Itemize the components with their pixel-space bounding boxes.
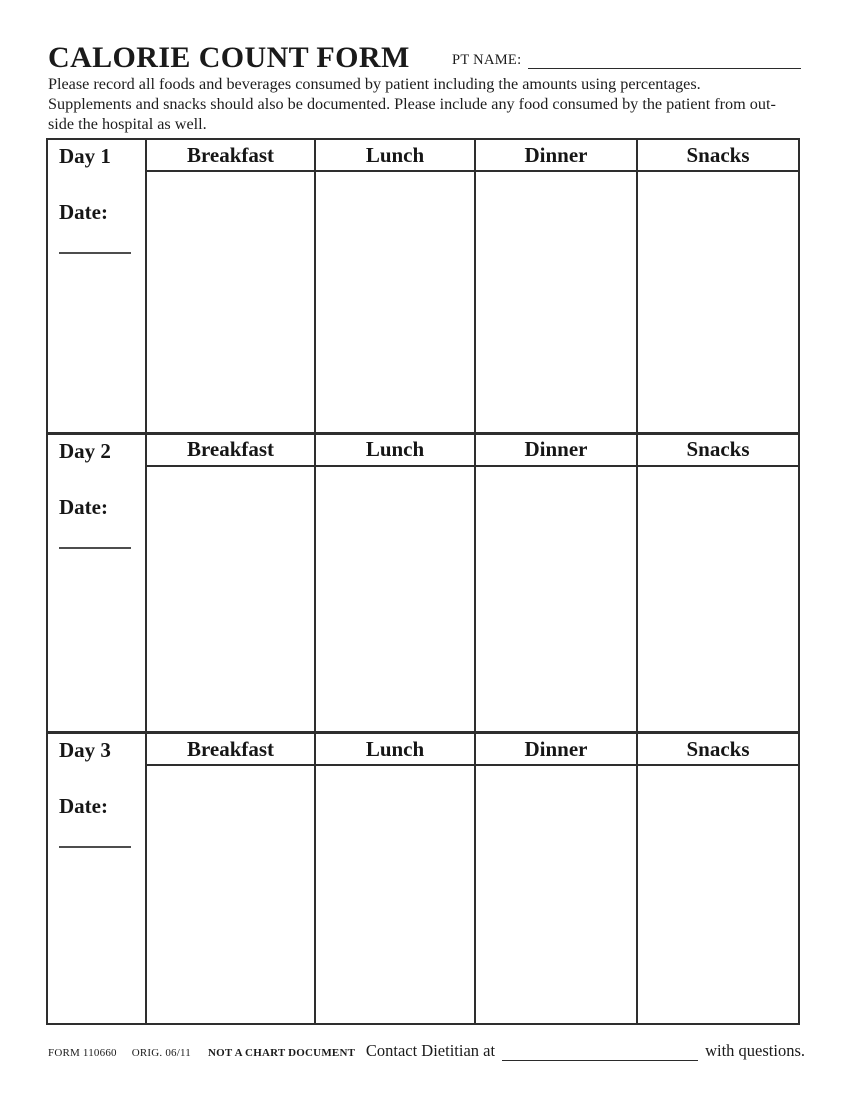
day-1-header-dinner: Dinner <box>474 140 636 172</box>
instructions-line-1: Please record all foods and beverages consumed by patient including the amounts using percentages. <box>48 75 701 93</box>
day-3-header-lunch: Lunch <box>314 734 474 766</box>
day-1-header-breakfast: Breakfast <box>145 140 314 172</box>
instructions-line-2: Supplements and snacks should also be documented. Please include any food consumed by the patient from out- <box>48 95 776 113</box>
page-title: CALORIE COUNT FORM <box>48 41 410 74</box>
day-3-label: Day 3 <box>59 738 111 763</box>
day-3-lunch-entry-cell[interactable] <box>314 766 474 1023</box>
day-2-date-blank-field[interactable] <box>59 547 131 549</box>
day-3-date-blank-field[interactable] <box>59 846 131 848</box>
day-1-cell <box>48 140 145 432</box>
day-3-header-snacks: Snacks <box>636 734 798 766</box>
dietitian-phone-blank-field[interactable] <box>502 1049 698 1061</box>
day-3-date-label: Date: <box>59 794 108 819</box>
pt-name-row <box>452 52 801 69</box>
day-2-header-breakfast: Breakfast <box>145 435 314 467</box>
instructions-paragraph <box>48 74 808 134</box>
day-2-header-snacks: Snacks <box>636 435 798 467</box>
day-2-section <box>48 435 798 735</box>
contact-prefix: Contact Dietitian at <box>365 1041 496 1060</box>
footer-form-info <box>48 1047 355 1059</box>
day-1-dinner-entry-cell[interactable] <box>474 172 636 432</box>
day-1-header-lunch: Lunch <box>314 140 474 172</box>
day-1-snacks-entry-cell[interactable] <box>636 172 798 432</box>
calorie-table <box>46 138 800 1025</box>
pt-name-label: PT NAME: <box>452 52 522 68</box>
footer <box>48 1041 805 1061</box>
day-2-snacks-entry-cell[interactable] <box>636 467 798 732</box>
day-2-cell <box>48 435 145 732</box>
day-1-lunch-entry-cell[interactable] <box>314 172 474 432</box>
day-3-header-dinner: Dinner <box>474 734 636 766</box>
not-chart-document-label: NOT A CHART DOCUMENT <box>207 1047 356 1059</box>
day-1-section <box>48 140 798 435</box>
form-number: FORM 110660 <box>48 1047 117 1059</box>
day-3-section <box>48 734 798 1023</box>
day-2-breakfast-entry-cell[interactable] <box>145 467 314 732</box>
day-2-date-label: Date: <box>59 494 108 519</box>
day-2-lunch-entry-cell[interactable] <box>314 467 474 732</box>
day-3-snacks-entry-cell[interactable] <box>636 766 798 1023</box>
day-2-header-dinner: Dinner <box>474 435 636 467</box>
instructions-line-3: side the hospital as well. <box>48 115 207 133</box>
day-3-header-breakfast: Breakfast <box>145 734 314 766</box>
pt-name-blank-field[interactable] <box>528 55 801 69</box>
day-1-label: Day 1 <box>59 144 111 168</box>
day-2-dinner-entry-cell[interactable] <box>474 467 636 732</box>
day-1-header-snacks: Snacks <box>636 140 798 172</box>
contact-suffix: with questions. <box>705 1041 805 1060</box>
dietitian-contact-row <box>366 1041 805 1061</box>
day-3-dinner-entry-cell[interactable] <box>474 766 636 1023</box>
day-1-breakfast-entry-cell[interactable] <box>145 172 314 432</box>
form-orig-date: ORIG. 06/11 <box>131 1047 191 1059</box>
day-1-date-label: Date: <box>59 200 108 224</box>
day-3-cell <box>48 734 145 1023</box>
day-1-date-blank-field[interactable] <box>59 252 131 254</box>
day-3-breakfast-entry-cell[interactable] <box>145 766 314 1023</box>
day-2-header-lunch: Lunch <box>314 435 474 467</box>
day-2-label: Day 2 <box>59 438 111 463</box>
